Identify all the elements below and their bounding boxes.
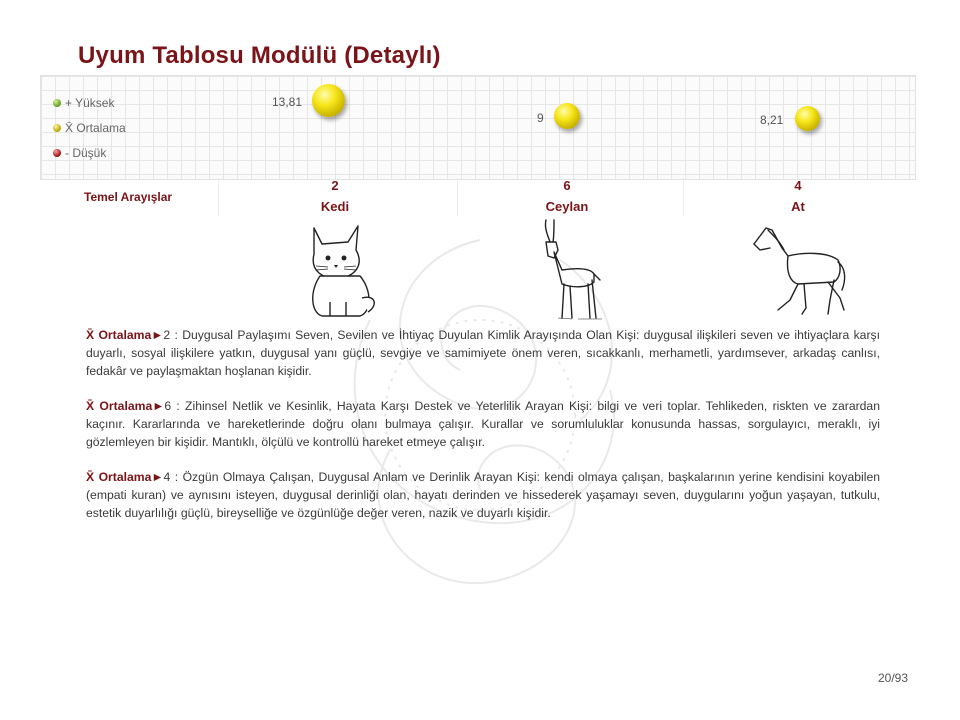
column-value-kedi: 13,81 bbox=[272, 95, 303, 109]
page-number: 20/93 bbox=[878, 671, 909, 685]
row-label-temel-arayislar: Temel Arayışlar bbox=[84, 190, 173, 204]
column-header-kedi bbox=[275, 175, 395, 217]
column-number: 4 bbox=[794, 178, 802, 193]
legend-item-low bbox=[53, 146, 106, 160]
description-paragraph-kedi bbox=[86, 327, 880, 380]
yellow-ball-indicator-ceylan bbox=[554, 103, 580, 129]
column-name: Ceylan bbox=[545, 199, 589, 214]
column-header-at bbox=[738, 175, 858, 217]
red-dot-icon bbox=[53, 149, 61, 157]
column-divider bbox=[457, 178, 458, 216]
average-label: X̄ Ortalama bbox=[86, 399, 153, 413]
chart-grid bbox=[40, 75, 916, 180]
page-title: Uyum Tablosu Modülü (Detaylı) bbox=[78, 42, 441, 69]
average-label: X̄ Ortalama bbox=[86, 470, 152, 484]
description-paragraph-ceylan bbox=[86, 398, 880, 451]
legend-item-average bbox=[53, 121, 126, 135]
average-label: X̄ Ortalama bbox=[86, 328, 152, 342]
arrow-icon: ► bbox=[151, 328, 164, 342]
column-divider bbox=[683, 178, 684, 216]
horse-illustration bbox=[748, 224, 848, 316]
column-name: Kedi bbox=[320, 199, 350, 214]
column-header-ceylan bbox=[507, 175, 627, 217]
gazelle-illustration bbox=[532, 218, 604, 322]
description-paragraph-at bbox=[86, 469, 880, 522]
column-divider bbox=[218, 178, 219, 216]
cat-illustration bbox=[300, 220, 376, 320]
column-value-ceylan: 9 bbox=[537, 111, 544, 125]
legend-item-high bbox=[53, 96, 114, 110]
legend-label-low: - Düşük bbox=[65, 146, 107, 160]
description-text: 6 : Zihinsel Netlik ve Kesinlik, Hayata Karşı Destek ve Yeterlilik Arayan Kişi: bilgi ve veri toplar. Tehlikeden, riskten ve zarardan kaçınır. Kararlarında ve hareketlerinde doğru olanı bulmaya çalışır. Kurallar ve sorumluluklar konusunda hassas, sorgulayıcı, meraklı, iyi gözlemleyen bir kişidir. Mantıklı, ölçülü ve kontrollü hareket etmeye çalışır. bbox=[86, 399, 880, 449]
column-name: At bbox=[791, 199, 805, 214]
yellow-dot-icon bbox=[53, 124, 61, 132]
column-value-at: 8,21 bbox=[760, 113, 784, 127]
yellow-ball-indicator-at bbox=[795, 106, 820, 131]
arrow-icon: ► bbox=[152, 399, 165, 413]
column-number: 6 bbox=[563, 178, 571, 193]
description-text: 4 : Özgün Olmaya Çalışan, Duygusal Anlam ve Derinlik Arayan Kişi: kendi olmaya çalışan, başkalarının yerine kendisini koyabilen (empati kuran) ve aynısını isteyen, duygusal derinliği olan, hayatı derinden ve hissederek yaşamayı seven, duygularını yoğun yaşayan, tutkulu, estetik duyarlılığı güçlü, bireyselliğe ve özgünlüğe değer veren, nazik ve duyarlı kişidir. bbox=[86, 470, 880, 520]
green-dot-icon bbox=[53, 99, 61, 107]
legend-label-high: + Yüksek bbox=[65, 96, 115, 110]
description-text: 2 : Duygusal Paylaşımı Seven, Sevilen ve İhtiyaç Duyulan Kimlik Arayışında Olan Kişi: duygusal ilişkileri seven ve ihtiyaçlara karşı duyarlı, sosyal ilişkilere yatkın, duygusal yanı güçlü, sevgiye ve samimiyete önem veren, sıcakkanlı, merhametli, yardımsever, arkadaş canlısı, fedakâr ve paylaşmaktan hoşlanan kişidir. bbox=[86, 328, 880, 378]
yellow-ball-indicator-kedi bbox=[312, 84, 345, 117]
arrow-icon: ► bbox=[151, 470, 164, 484]
legend-label-average: X̄ Ortalama bbox=[65, 121, 126, 135]
column-number: 2 bbox=[331, 178, 339, 193]
